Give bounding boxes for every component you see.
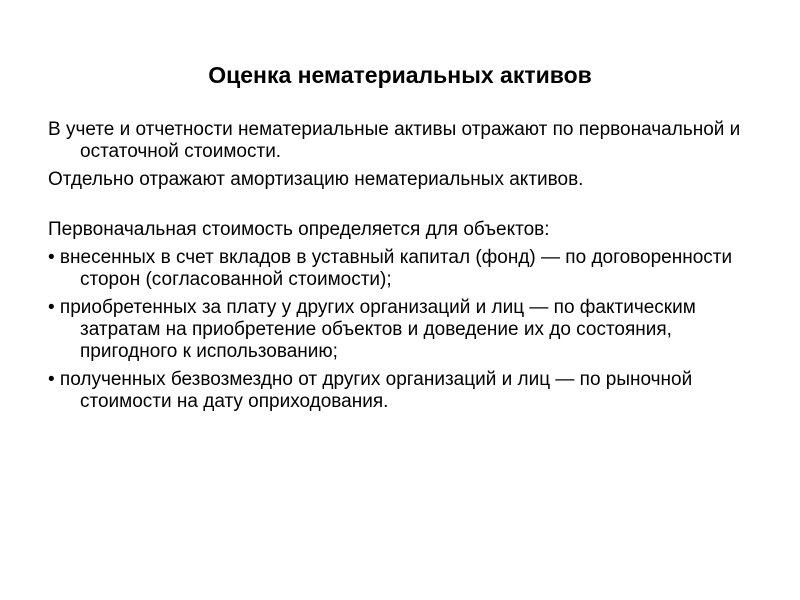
- slide-title: Оценка нематериальных активов: [208, 62, 592, 88]
- paragraph-amortization: Отдельно отражают амортизацию нематериальных активов.: [48, 169, 584, 190]
- bullet-purchased: • приобретенных за плату у других организаций и лиц — по фактическим затратам на приобретение объектов и доведение их до состояния, пригодного к использованию;: [48, 297, 696, 362]
- paragraph-accounting: В учете и отчетности нематериальные активы отражают по первоначальной и остаточной стоимости.: [48, 119, 741, 162]
- slide-body: [48, 119, 758, 413]
- bullet-contributed-capital: • внесенных в счет вкладов в уставный капитал (фонд) — по договоренности сторон (согласованной стоимости);: [48, 247, 733, 290]
- bullet-received-free: • полученных безвозмездно от других организаций и лиц — по рыночной стоимости на дату оприходования.: [48, 369, 693, 412]
- paragraph-initial-cost-intro: Первоначальная стоимость определяется для объектов:: [48, 219, 550, 240]
